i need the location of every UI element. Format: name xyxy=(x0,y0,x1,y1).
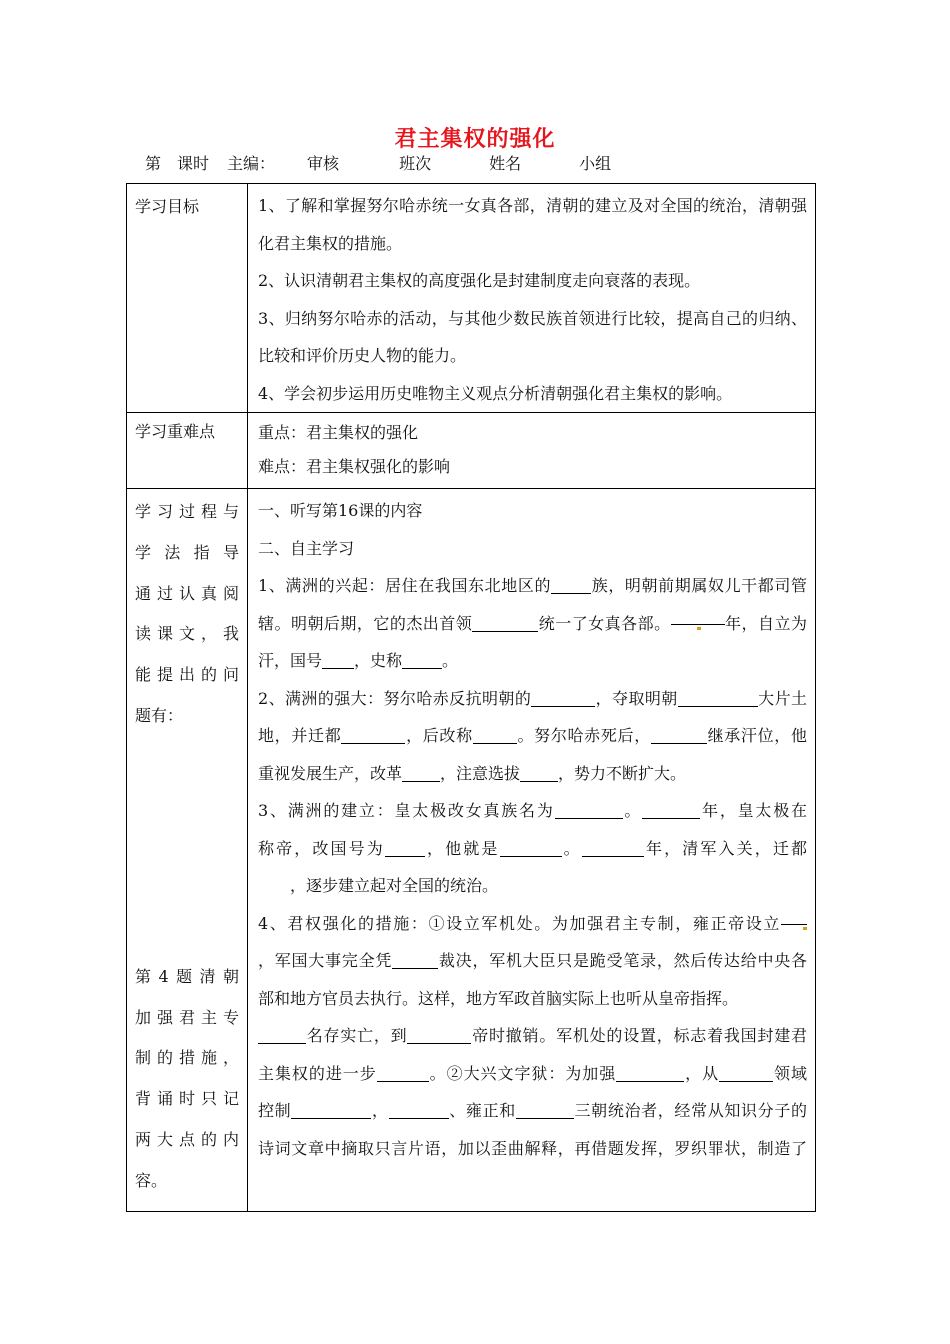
fill-blank[interactable] xyxy=(520,765,558,782)
fill-blank[interactable] xyxy=(616,1065,684,1082)
fill-blank[interactable] xyxy=(719,1065,773,1082)
exercise-line: 主集权的进一步 。②大兴文字狱：为加强 ，从 领域 xyxy=(258,1063,807,1083)
meta-group-label: 小组 xyxy=(579,154,612,173)
fill-blank[interactable] xyxy=(516,1102,574,1119)
goal-line: 化君主集权的措施。 xyxy=(258,233,403,253)
exercise-line: 名存实亡，到 帝时撤销。军机处的设置，标志着我国封建君 xyxy=(258,1017,807,1055)
exercise-line: 重视发展生产，改革 ，注意选拔 ，势力不断扩大。 xyxy=(258,763,687,783)
yellow-marker-icon xyxy=(697,627,701,630)
goal-line: 3、归纳努尔哈赤的活动，与其他少数民族首领进行比较，提高自己的归纳、 xyxy=(258,308,807,328)
goals-content-cell xyxy=(248,184,816,413)
process-label-line: 学法指导 xyxy=(135,542,239,562)
goals-label: 学习目标 xyxy=(135,197,200,216)
note-line: 容。 xyxy=(135,1170,168,1190)
exercise-line: 2、满洲的强大：努尔哈赤反抗明朝的 ，夺取明朝 大片土 xyxy=(258,688,807,708)
process-label-line: 能提出的问 xyxy=(135,665,239,685)
goal-line: 4、学会初步运用历史唯物主义观点分析清朝强化君主集权的影响。 xyxy=(258,383,733,403)
process-label-line: 读课文，我 xyxy=(135,624,239,644)
fill-blank[interactable] xyxy=(473,727,517,744)
exercise-line: 辖。明朝后期，它的杰出首领 统一了女真各部。 年，自立为 xyxy=(258,605,807,643)
fill-blank[interactable] xyxy=(642,802,700,819)
fill-blank[interactable] xyxy=(651,727,707,744)
difficult-point-line: 难点：君主集权强化的影响 xyxy=(258,457,451,476)
exercise-line: 汗，国号 ，史称 。 xyxy=(258,651,459,670)
header-meta-line xyxy=(145,151,611,174)
goals-label-cell xyxy=(127,184,248,413)
note-line: 两大点的内 xyxy=(135,1129,239,1149)
note-line: 制的措施， xyxy=(135,1048,239,1068)
fill-blank[interactable] xyxy=(341,727,405,744)
meta-lesson-label: 课时 xyxy=(177,154,210,173)
keypoints-content-cell xyxy=(248,413,816,489)
exercise-line: 1、满洲的兴起：居住在我国东北地区的 族，明朝前期属奴儿干都司管 xyxy=(258,576,807,595)
fill-blank[interactable] xyxy=(385,840,425,857)
exercise-line: ，逐步建立起对全国的统治。 xyxy=(290,876,499,895)
keypoints-label-cell xyxy=(127,413,248,489)
fill-blank[interactable] xyxy=(582,840,644,857)
goal-line: 比较和评价历史人物的能力。 xyxy=(258,346,467,365)
fill-blank[interactable] xyxy=(402,652,442,669)
keypoints-row xyxy=(127,413,816,489)
study-plan-table xyxy=(126,183,816,1212)
exercise-line: ，军国大事完全凭 裁决，军机大臣只是跪受笔录，然后传达给中央各 xyxy=(258,951,807,970)
meta-class-label: 班次 xyxy=(399,154,432,173)
fill-blank[interactable] xyxy=(392,952,438,969)
process-label-line: 通过认真阅 xyxy=(135,583,239,603)
keypoints-label: 学习重难点 xyxy=(135,422,216,441)
exercise-line: 3、满洲的建立：皇太极改女真族名为 。 年，皇太极在 xyxy=(258,801,807,820)
exercise-line: 部和地方官员去执行。这样，地方军政首脑实际上也听从皇帝指挥。 xyxy=(258,988,739,1008)
fill-blank[interactable] xyxy=(291,1102,371,1119)
section-heading: 一、听写第16课的内容 xyxy=(258,501,423,520)
key-point-line: 重点：君主集权的强化 xyxy=(258,423,419,442)
meta-reviewer-label: 审核 xyxy=(307,154,340,173)
section-heading: 二、自主学习 xyxy=(258,538,355,558)
exercise-line: 控制 ， 、雍正和 三朝统治者，经常从知识分子的 xyxy=(258,1101,807,1120)
note-line: 背诵时只记 xyxy=(135,1089,239,1109)
fill-blank[interactable] xyxy=(258,1027,306,1044)
yellow-marker-icon xyxy=(803,927,807,930)
fill-blank[interactable] xyxy=(500,840,562,857)
goals-row xyxy=(127,184,816,413)
note-line: 第4题清朝 xyxy=(135,966,239,986)
note-line: 加强君主专 xyxy=(135,1007,239,1027)
fill-blank[interactable] xyxy=(551,577,591,594)
process-label-cell xyxy=(127,489,248,1212)
exercise-line: 地，并迁都 ，后改称 。努尔哈赤死后， 继承汗位，他 xyxy=(258,726,807,745)
fill-blank[interactable] xyxy=(407,1027,471,1044)
fill-blank[interactable] xyxy=(678,690,758,707)
fill-blank[interactable] xyxy=(671,608,725,625)
fill-blank[interactable] xyxy=(555,802,623,819)
fill-blank[interactable] xyxy=(377,1065,429,1082)
meta-editor-label: 主编： xyxy=(227,154,276,173)
exercise-line: 称帝，改国号为 ，他就是 。 年，清军入关，迁都 xyxy=(258,838,807,858)
process-content-cell xyxy=(248,489,816,1212)
exercise-line: 诗词文章中摘取只言片语，加以歪曲解释，再借题发挥，罗织罪状，制造了 xyxy=(258,1138,807,1158)
fill-blank[interactable] xyxy=(402,765,440,782)
process-label-line: 题有： xyxy=(135,705,184,725)
goal-line: 1、了解和掌握努尔哈赤统一女真各部，清朝的建立及对全国的统治，清朝强 xyxy=(258,196,807,215)
meta-lesson-prefix: 第 xyxy=(145,154,162,173)
fill-blank[interactable] xyxy=(531,690,595,707)
fill-blank[interactable] xyxy=(389,1102,449,1119)
document-title: 君主集权的强化 xyxy=(394,127,556,152)
process-row xyxy=(127,489,816,1212)
fill-blank[interactable] xyxy=(781,908,807,925)
fill-blank[interactable] xyxy=(322,652,354,669)
fill-blank[interactable] xyxy=(472,615,538,632)
meta-name-label: 姓名 xyxy=(489,154,522,173)
goal-line: 2、认识清朝君主集权的高度强化是封建制度走向衰落的表现。 xyxy=(258,271,701,290)
process-label-line: 学习过程与 xyxy=(135,502,239,521)
exercise-line: 4、君权强化的措施：①设立军机处。为加强君主专制，雍正帝设立 xyxy=(258,905,807,943)
